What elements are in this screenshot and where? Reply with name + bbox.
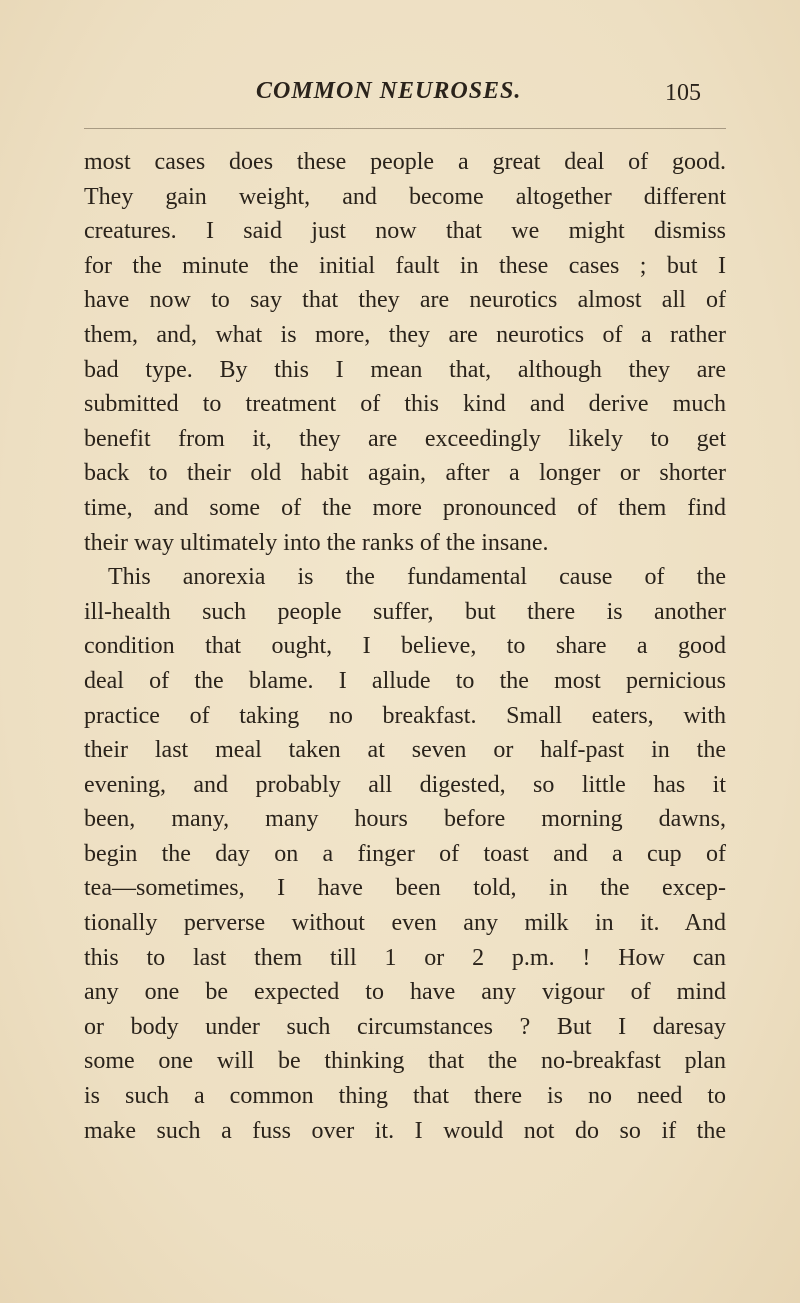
text-line: some one will be thinking that the no-breakfast plan <box>84 1048 726 1075</box>
running-title: COMMON NEUROSES. <box>256 78 522 104</box>
text-line: have now to say that they are neurotics almost all of <box>84 287 726 314</box>
text-line: any one be expected to have any vigour of mind <box>84 979 726 1006</box>
text-line: been, many, many hours before morning dawns, <box>84 806 726 833</box>
text-line: This anorexia is the fundamental cause of the <box>108 564 726 591</box>
text-line: evening, and probably all digested, so little has it <box>84 771 726 798</box>
text-line: back to their old habit again, after a longer or shorter <box>84 460 726 487</box>
text-line: is such a common thing that there is no need to <box>84 1083 726 1110</box>
text-line: submitted to treatment of this kind and derive much <box>84 391 726 418</box>
text-line: this to last them till 1 or 2 p.m. ! How can <box>84 944 726 971</box>
text-line: time, and some of the more pronounced of them find <box>84 494 726 521</box>
text-line: bad type. By this I mean that, although they are <box>84 356 726 383</box>
text-line: or body under such circumstances ? But I daresay <box>84 1013 726 1040</box>
text-line: condition that ought, I believe, to share a good <box>84 633 726 660</box>
text-line: benefit from it, they are exceedingly likely to get <box>84 425 726 452</box>
text-line: tea—sometimes, I have been told, in the excep- <box>84 875 726 902</box>
running-head <box>0 78 800 118</box>
text-line: their last meal taken at seven or half-past in the <box>84 737 726 764</box>
body-text <box>84 145 726 1148</box>
text-line: deal of the blame. I allude to the most pernicious <box>84 667 726 694</box>
text-line: their way ultimately into the ranks of the insane. <box>84 529 549 556</box>
header-rule <box>84 128 726 129</box>
text-line: practice of taking no breakfast. Small eaters, with <box>84 702 726 729</box>
text-line: creatures. I said just now that we might dismiss <box>84 218 726 245</box>
text-line: for the minute the initial fault in these cases ; but I <box>84 252 726 279</box>
text-line: begin the day on a finger of toast and a cup of <box>84 840 726 867</box>
text-line: make such a fuss over it. I would not do so if the <box>84 1117 726 1144</box>
page-number: 105 <box>665 80 701 106</box>
text-line: ill-health such people suffer, but there is another <box>84 598 726 625</box>
text-line: them, and, what is more, they are neurotics of a rather <box>84 321 726 348</box>
text-line: tionally perverse without even any milk in it. And <box>84 910 726 937</box>
text-line: most cases does these people a great deal of good. <box>84 149 726 175</box>
text-line: They gain weight, and become altogether different <box>84 183 726 210</box>
